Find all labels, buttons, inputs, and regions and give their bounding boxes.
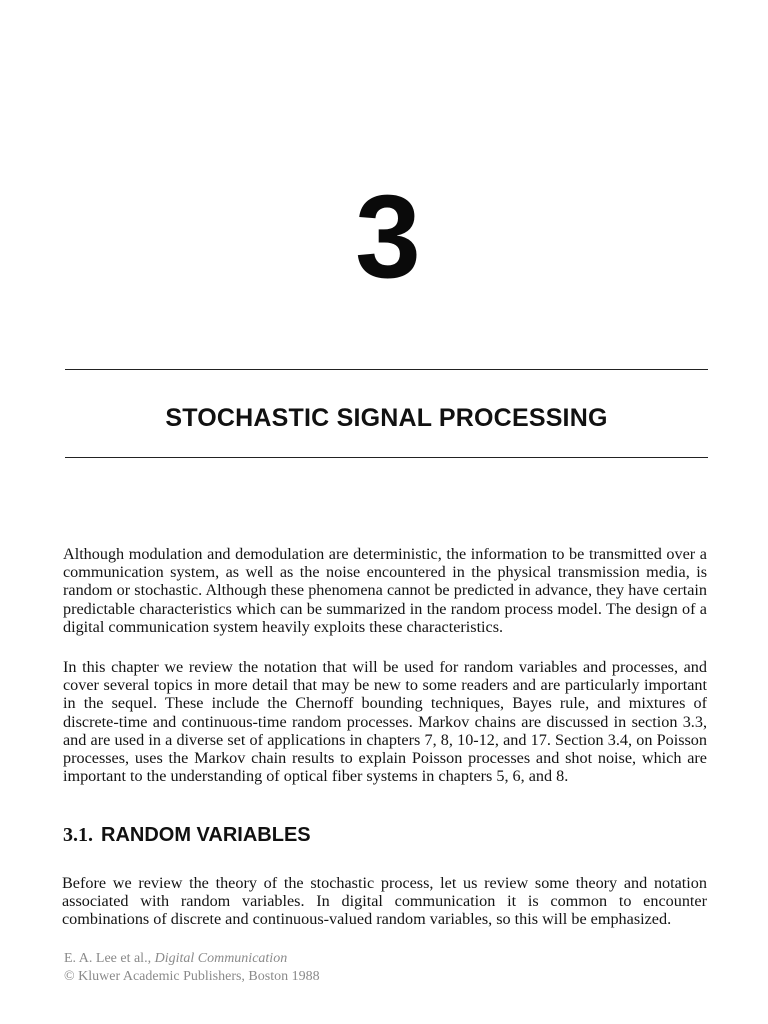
chapter-number: 3 bbox=[355, 171, 421, 303]
footer-authors: E. A. Lee et al., bbox=[64, 951, 152, 966]
section-heading bbox=[63, 822, 707, 848]
intro-paragraph-2: In this chapter we review the notation that will be used for random variables and processes, and cover several topics in more detail that may be new to some readers and are particularly important in the sequel. These include the Chernoff bounding techniques, Bayes rule, and mixtures of discrete-time and continuous-time random processes. Markov chains are discussed in section 3.3, and are used in a diverse set of applications in chapters 7, 8, 10-12, and 17. Section 3.4, on Poisson processes, uses the Markov chain results to explain Poisson processes and shot noise, which are important to the understanding of optical fiber systems in chapters 5, 6, and 8. bbox=[63, 658, 707, 786]
intro-paragraph-1: Although modulation and demodulation are deterministic, the information to be transmitted over a communication system, as well as the noise encountered in the physical transmission media, is random or stochastic. Although these phenomena cannot be predicted in advance, they have certain predictable characteristics which can be summarized in the random process model. The design of a digital communication system heavily exploits these characteristics. bbox=[63, 545, 707, 636]
footer-book-title: Digital Communication bbox=[154, 951, 288, 966]
chapter-title: STOCHASTIC SIGNAL PROCESSING bbox=[165, 404, 608, 432]
section-title: RANDOM VARIABLES bbox=[101, 824, 311, 846]
title-top-rule bbox=[65, 369, 708, 370]
title-bottom-rule bbox=[65, 457, 708, 458]
footer-citation bbox=[64, 950, 464, 968]
footer-copyright: © Kluwer Academic Publishers, Boston 1988 bbox=[64, 969, 320, 984]
section-number: 3.1. bbox=[63, 824, 93, 846]
section-paragraph: Before we review the theory of the stochastic process, let us review some theory and notation associated with random variables. In digital communication it is common to encounter combinations of discrete and continuous-valued random variables, so this will be emphasized. bbox=[62, 874, 707, 929]
